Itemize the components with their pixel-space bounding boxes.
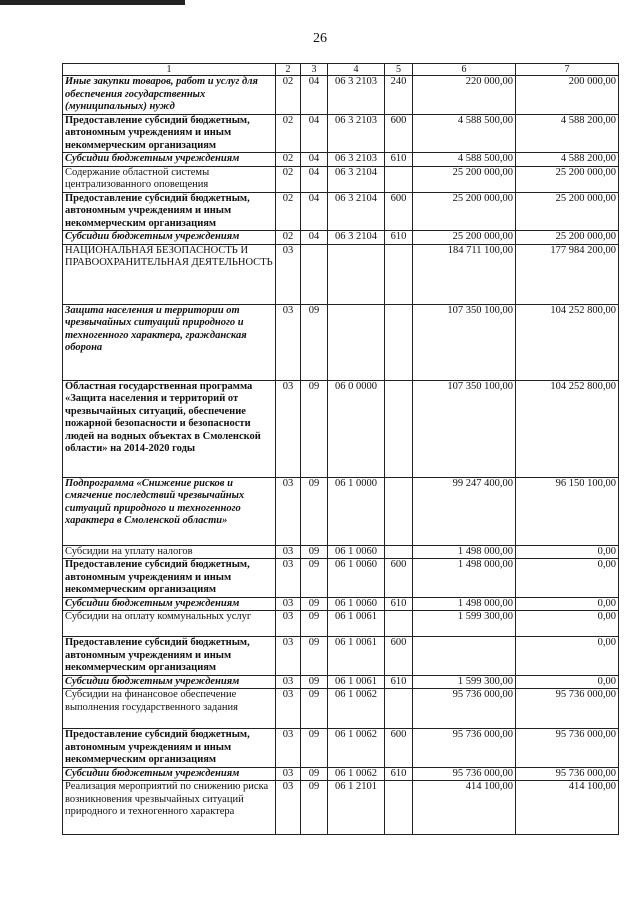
section-code-cell: 02 [276,166,301,192]
section-code-cell: 02 [276,114,301,153]
table-row [63,767,619,781]
expense-type-cell [385,166,413,192]
table-row [63,244,619,304]
target-article-cell: 06 1 0061 [328,611,385,637]
row-name-cell: Предоставление субсидий бюджетным, автономным учреждениям и иным некоммерческим организациям [63,729,276,768]
subsection-code-cell: 09 [301,689,328,729]
table-row [63,675,619,689]
subsection-code-cell: 09 [301,729,328,768]
table-row [63,114,619,153]
table-row [63,477,619,545]
amount-cell-year1: 25 200 000,00 [413,231,516,245]
amount-cell-year2: 95 736 000,00 [516,729,619,768]
amount-cell-year1: 107 350 100,00 [413,304,516,380]
header-cell: 3 [301,64,328,76]
amount-cell-year1: 1 498 000,00 [413,545,516,559]
budget-table [62,63,619,835]
amount-cell-year1: 220 000,00 [413,76,516,115]
expense-type-cell [385,545,413,559]
table-row [63,637,619,676]
row-name-cell: Предоставление субсидий бюджетным, автономным учреждениям и иным некоммерческим организациям [63,114,276,153]
expense-type-cell: 600 [385,729,413,768]
amount-cell-year1: 414 100,00 [413,781,516,835]
target-article-cell: 06 1 0060 [328,559,385,598]
expense-type-cell: 610 [385,675,413,689]
table-row [63,781,619,835]
row-name-cell: Иные закупки товаров, работ и услуг для обеспечения государственных (муниципальных) нужд [63,76,276,115]
section-code-cell: 03 [276,477,301,545]
amount-cell-year1: 95 736 000,00 [413,689,516,729]
expense-type-cell [385,781,413,835]
page-number: 26 [313,31,327,46]
section-code-cell: 03 [276,637,301,676]
subsection-code-cell: 09 [301,304,328,380]
header-cell: 2 [276,64,301,76]
amount-cell-year1: 4 588 500,00 [413,114,516,153]
expense-type-cell: 610 [385,231,413,245]
target-article-cell: 06 1 0061 [328,675,385,689]
amount-cell-year2: 177 984 200,00 [516,244,619,304]
expense-type-cell: 610 [385,597,413,611]
expense-type-cell: 600 [385,637,413,676]
target-article-cell [328,304,385,380]
target-article-cell: 06 3 2104 [328,166,385,192]
amount-cell-year1: 1 599 300,00 [413,611,516,637]
amount-cell-year2: 200 000,00 [516,76,619,115]
row-name-cell: Областная государственная программа «Защита населения и территорий от чрезвычайных ситуаций, обеспечение пожарной безопасности и безопасности людей на водных объектах в Смоленской области» на 2014-2020 годы [63,380,276,477]
subsection-code-cell: 09 [301,597,328,611]
section-code-cell: 03 [276,689,301,729]
target-article-cell: 06 3 2104 [328,231,385,245]
subsection-code-cell: 09 [301,559,328,598]
subsection-code-cell: 09 [301,675,328,689]
amount-cell-year1: 1 498 000,00 [413,597,516,611]
amount-cell-year2: 4 588 200,00 [516,153,619,167]
subsection-code-cell: 04 [301,166,328,192]
section-code-cell: 03 [276,767,301,781]
amount-cell-year2: 25 200 000,00 [516,231,619,245]
table-row [63,166,619,192]
section-code-cell: 03 [276,611,301,637]
amount-cell-year2: 104 252 800,00 [516,380,619,477]
section-code-cell: 03 [276,675,301,689]
amount-cell-year2: 0,00 [516,611,619,637]
amount-cell-year2: 0,00 [516,637,619,676]
target-article-cell: 06 1 0060 [328,545,385,559]
subsection-code-cell: 04 [301,114,328,153]
target-article-cell: 06 0 0000 [328,380,385,477]
subsection-code-cell [301,244,328,304]
amount-cell-year2: 25 200 000,00 [516,166,619,192]
amount-cell-year1: 1 498 000,00 [413,559,516,598]
table-row [63,597,619,611]
row-name-cell: Субсидии бюджетным учреждениям [63,597,276,611]
amount-cell-year1: 1 599 300,00 [413,675,516,689]
table-row [63,729,619,768]
expense-type-cell: 600 [385,559,413,598]
section-code-cell: 03 [276,545,301,559]
amount-cell-year2: 0,00 [516,545,619,559]
expense-type-cell: 600 [385,114,413,153]
amount-cell-year1: 25 200 000,00 [413,166,516,192]
row-name-cell: Субсидии на уплату налогов [63,545,276,559]
row-name-cell: Содержание областной системы централизованного оповещения [63,166,276,192]
amount-cell-year2: 104 252 800,00 [516,304,619,380]
header-cell: 5 [385,64,413,76]
expense-type-cell: 600 [385,192,413,231]
expense-type-cell [385,304,413,380]
amount-cell-year1: 107 350 100,00 [413,380,516,477]
section-code-cell: 02 [276,231,301,245]
expense-type-cell [385,689,413,729]
table-row [63,192,619,231]
target-article-cell: 06 1 0062 [328,767,385,781]
table-row [63,76,619,115]
amount-cell-year2: 0,00 [516,597,619,611]
header-cell: 1 [63,64,276,76]
target-article-cell: 06 1 2101 [328,781,385,835]
expense-type-cell [385,611,413,637]
amount-cell-year1: 25 200 000,00 [413,192,516,231]
table-row [63,231,619,245]
row-name-cell: Защита населения и территории от чрезвычайных ситуаций природного и техногенного характера, гражданская оборона [63,304,276,380]
section-code-cell: 03 [276,729,301,768]
table-row [63,611,619,637]
target-article-cell: 06 3 2103 [328,76,385,115]
expense-type-cell: 240 [385,76,413,115]
row-name-cell: Реализация мероприятий по снижению риска возникновения чрезвычайных ситуаций природного и техногенного характера [63,781,276,835]
table-row [63,380,619,477]
row-name-cell: Субсидии на оплату коммунальных услуг [63,611,276,637]
subsection-code-cell: 04 [301,231,328,245]
row-name-cell: Предоставление субсидий бюджетным, автономным учреждениям и иным некоммерческим организациям [63,637,276,676]
amount-cell-year2: 96 150 100,00 [516,477,619,545]
amount-cell-year2: 95 736 000,00 [516,689,619,729]
amount-cell-year1: 4 588 500,00 [413,153,516,167]
amount-cell-year1 [413,637,516,676]
target-article-cell: 06 3 2103 [328,114,385,153]
subsection-code-cell: 04 [301,192,328,231]
amount-cell-year2: 4 588 200,00 [516,114,619,153]
section-code-cell: 02 [276,153,301,167]
header-cell: 4 [328,64,385,76]
section-code-cell: 03 [276,244,301,304]
subsection-code-cell: 09 [301,611,328,637]
subsection-code-cell: 09 [301,477,328,545]
subsection-code-cell: 04 [301,153,328,167]
section-code-cell: 02 [276,192,301,231]
expense-type-cell: 610 [385,153,413,167]
subsection-code-cell: 09 [301,781,328,835]
row-name-cell: Субсидии на финансовое обеспечение выполнения государственного задания [63,689,276,729]
amount-cell-year1: 184 711 100,00 [413,244,516,304]
target-article-cell: 06 1 0062 [328,689,385,729]
section-code-cell: 02 [276,76,301,115]
section-code-cell: 03 [276,597,301,611]
table-row [63,304,619,380]
expense-type-cell [385,477,413,545]
row-name-cell: Субсидии бюджетным учреждениям [63,767,276,781]
expense-type-cell: 610 [385,767,413,781]
amount-cell-year2: 414 100,00 [516,781,619,835]
section-code-cell: 03 [276,380,301,477]
row-name-cell: Субсидии бюджетным учреждениям [63,231,276,245]
expense-type-cell [385,244,413,304]
row-name-cell: Субсидии бюджетным учреждениям [63,153,276,167]
row-name-cell: Предоставление субсидий бюджетным, автономным учреждениям и иным некоммерческим организациям [63,192,276,231]
target-article-cell: 06 1 0060 [328,597,385,611]
header-cell: 7 [516,64,619,76]
amount-cell-year1: 95 736 000,00 [413,729,516,768]
header-cell: 6 [413,64,516,76]
subsection-code-cell: 09 [301,767,328,781]
section-code-cell: 03 [276,559,301,598]
row-name-cell: НАЦИОНАЛЬНАЯ БЕЗОПАСНОСТЬ И ПРАВООХРАНИТЕЛЬНАЯ ДЕЯТЕЛЬНОСТЬ [63,244,276,304]
row-name-cell: Субсидии бюджетным учреждениям [63,675,276,689]
table-row [63,153,619,167]
subsection-code-cell: 09 [301,380,328,477]
row-name-cell: Подпрограмма «Снижение рисков и смягчение последствий чрезвычайных ситуаций природного и техногенного характера в Смоленской области» [63,477,276,545]
amount-cell-year2: 0,00 [516,559,619,598]
subsection-code-cell: 04 [301,76,328,115]
table-row [63,689,619,729]
amount-cell-year2: 25 200 000,00 [516,192,619,231]
target-article-cell: 06 3 2104 [328,192,385,231]
amount-cell-year2: 95 736 000,00 [516,767,619,781]
amount-cell-year1: 95 736 000,00 [413,767,516,781]
table-row [63,545,619,559]
table-row [63,559,619,598]
header-row [63,64,619,76]
target-article-cell: 06 1 0061 [328,637,385,676]
expense-type-cell [385,380,413,477]
section-code-cell: 03 [276,304,301,380]
row-name-cell: Предоставление субсидий бюджетным, автономным учреждениям и иным некоммерческим организациям [63,559,276,598]
target-article-cell [328,244,385,304]
amount-cell-year2: 0,00 [516,675,619,689]
target-article-cell: 06 3 2103 [328,153,385,167]
target-article-cell: 06 1 0062 [328,729,385,768]
subsection-code-cell: 09 [301,545,328,559]
subsection-code-cell: 09 [301,637,328,676]
section-code-cell: 03 [276,781,301,835]
target-article-cell: 06 1 0000 [328,477,385,545]
scan-edge-mark [0,0,185,5]
amount-cell-year1: 99 247 400,00 [413,477,516,545]
